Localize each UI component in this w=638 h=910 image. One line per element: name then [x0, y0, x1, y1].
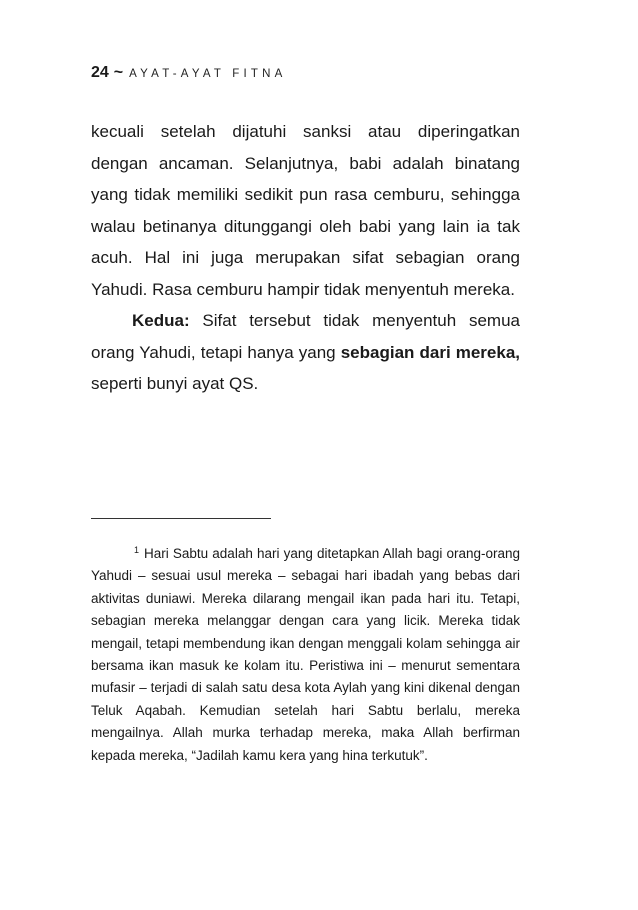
paragraph-2-label: Kedua:: [132, 311, 190, 330]
paragraph-2-text-b: seperti bunyi ayat QS.: [91, 374, 259, 393]
footnote-text: Hari Sabtu adalah hari yang ditetapkan Allah bagi orang-orang Yahudi – sesuai usul mereka – sebagai hari ibadah yang bebas dari aktivitas duniawi. Mereka dilarang mengail ikan pada hari itu. Tetapi, sebagian mereka melanggar dengan cara yang licik. Mereka tidak mengail, tetapi membendung ikan dengan menggali kolam sehingga air bersama ikan masuk ke kolam itu. Peristiwa ini – menurut sementara mufasir – terjadi di salah satu desa kota Aylah yang kini dikenal dengan Teluk Aqabah. Kemudian setelah hari Sabtu berlalu, mereka mengailnya. Allah murka terhadap mereka, maka Allah berfirman kepada mereka, “Jadilah kamu kera yang hina terkutuk”.: [91, 546, 520, 763]
paragraph-1: kecuali setelah dijatuhi sanksi atau diperingatkan dengan ancaman. Selanjutnya, babi adalah binatang yang tidak memiliki sedikit pun rasa cemburu, sehingga walau betinanya ditunggangi oleh babi yang lain ia tak acuh. Hal ini juga merupakan sifat sebagian orang Yahudi. Rasa cemburu hampir tidak menyentuh mereka.: [91, 122, 520, 299]
paragraph-2-text-a: Sifat tersebut tidak menyentuh semua orang Yahudi, tetapi hanya yang: [91, 311, 520, 362]
page-number: 24: [91, 64, 109, 81]
main-text: [91, 116, 520, 400]
paragraph-2: [91, 305, 520, 400]
paragraph-2-emphasis: sebagian dari mereka,: [340, 342, 521, 362]
header-separator: ~: [113, 64, 124, 81]
book-title: AYAT-AYAT FITNA: [129, 68, 287, 80]
footnote: [91, 539, 520, 767]
footnote-marker: 1: [134, 545, 140, 555]
footnote-divider: [91, 518, 271, 519]
footnote-paragraph: [91, 539, 520, 767]
running-header: [91, 64, 287, 82]
